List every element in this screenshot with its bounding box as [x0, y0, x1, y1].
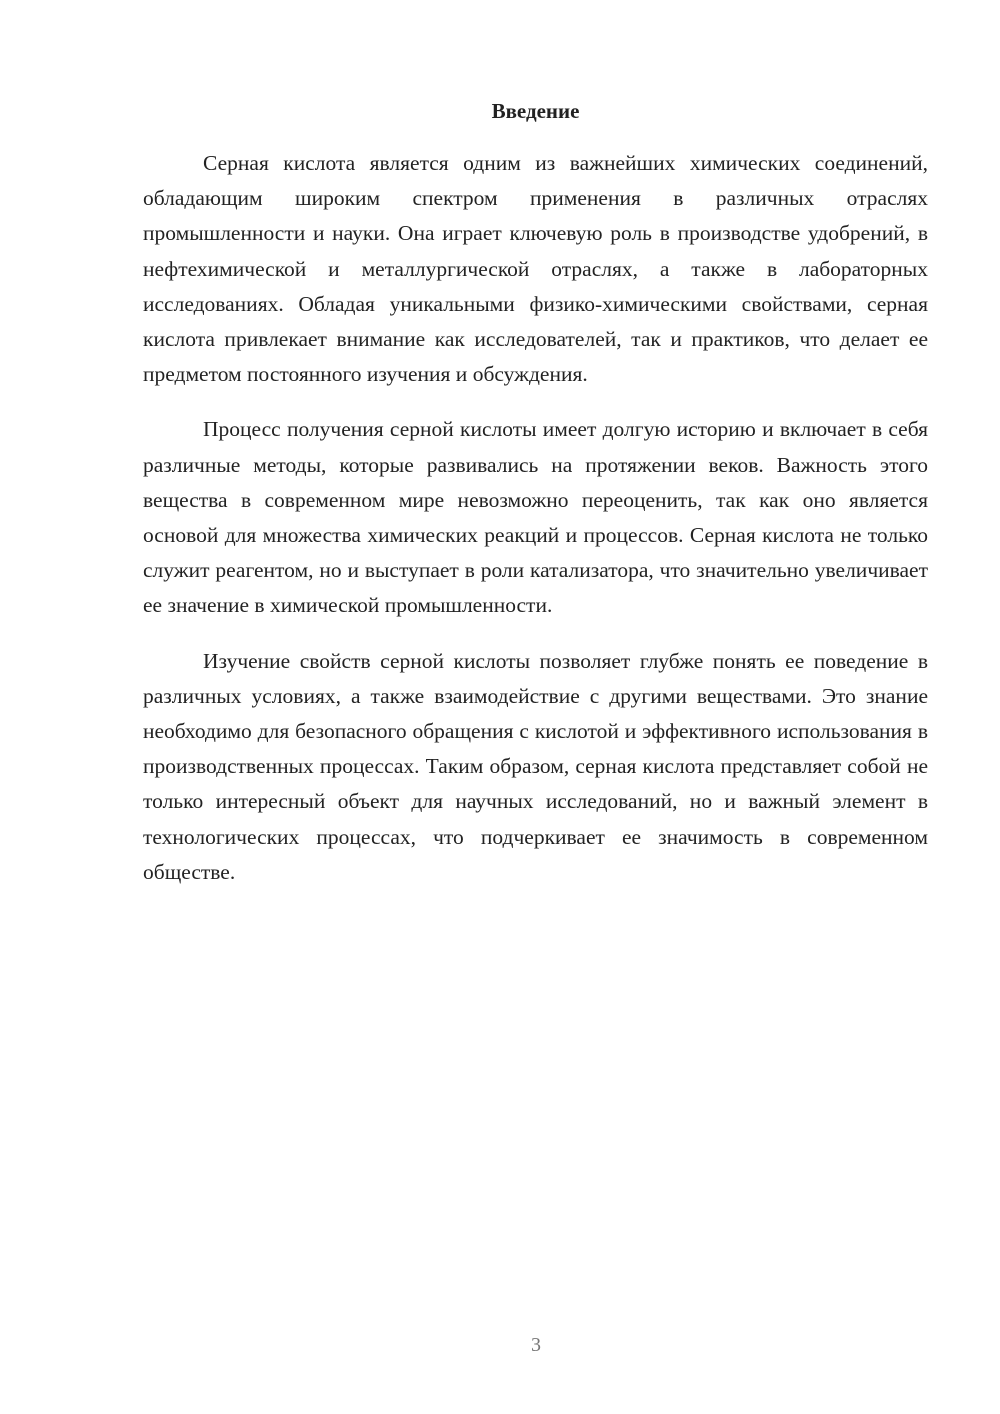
paragraph-3: Изучение свойств серной кислоты позволяет глубже понять ее поведение в различных условиях, а также взаимодействие с другими веществами. Это знание необходимо для безопасного обращения с кислотой и эффективного использования в производственных процессах. Таким образом, серная кислота представляет собой не только интересный объект для научных исследований, но и важный элемент в технологических процессах, что подчеркивает ее значимость в современном обществе.: [143, 648, 928, 884]
document-body: [143, 96, 928, 890]
section-title: Введение: [491, 99, 580, 123]
page-number: 3: [531, 1334, 541, 1356]
paragraph-1: Серная кислота является одним из важнейших химических соединений, обладающим широким спектром применения в различных отраслях промышленности и науки. Она играет ключевую роль в производстве удобрений, в нефтехимической и металлургической отраслях, а также в лабораторных исследованиях. Обладая уникальными физико-химическими свойствами, серная кислота привлекает внимание как исследователей, так и практиков, что делает ее предметом постоянного изучения и обсуждения.: [143, 151, 928, 387]
paragraph-2: Процесс получения серной кислоты имеет долгую историю и включает в себя различные методы, которые развивались на протяжении веков. Важность этого вещества в современном мире невозможно переоценить, так как оно является основой для множества химических реакций и процессов. Серная кислота не только служит реагентом, но и выступает в роли катализатора, что значительно увеличивает ее значение в химической промышленности.: [143, 417, 928, 618]
